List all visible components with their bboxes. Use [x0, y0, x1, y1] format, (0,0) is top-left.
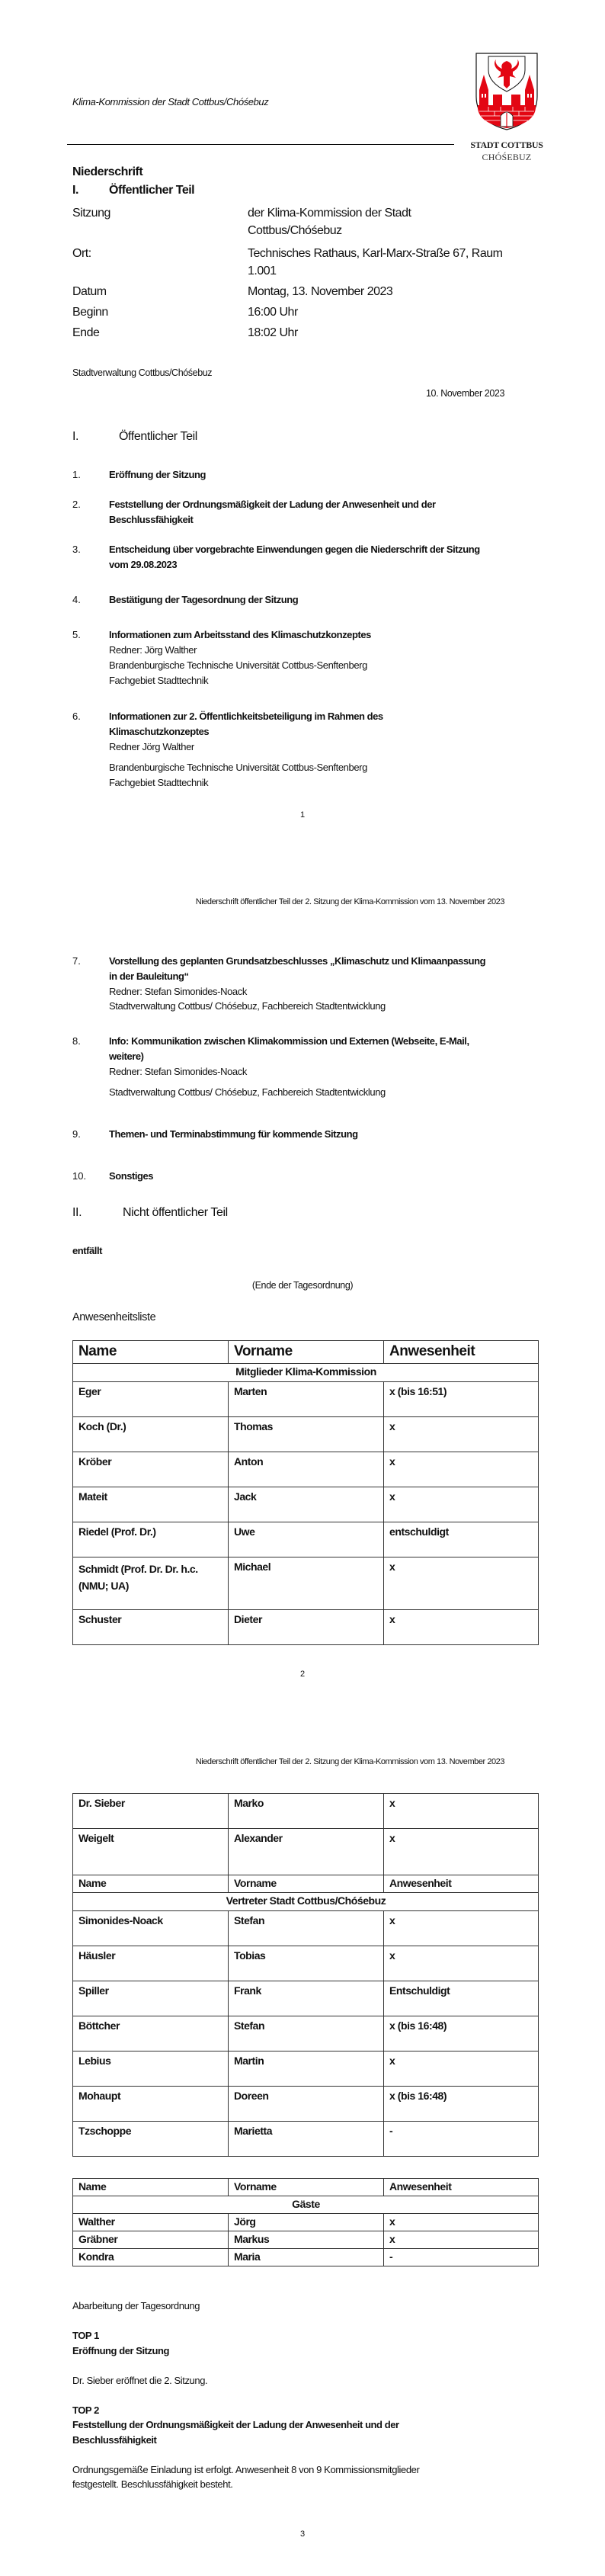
- agenda-item-number: 8.: [72, 1035, 81, 1047]
- cell-name: Dr. Sieber: [73, 1794, 229, 1829]
- part-title: Öffentlicher Teil: [109, 184, 195, 197]
- cell-anwesenheit: x: [384, 1417, 539, 1452]
- cell-anwesenheit: x: [384, 1557, 539, 1610]
- top2-title-line2: Beschlussfähigkeit: [72, 2434, 157, 2446]
- table-row: [73, 1417, 539, 1452]
- meta-value-ort-2: 1.001: [248, 265, 277, 277]
- cell-name: Eger: [73, 1382, 229, 1417]
- agenda-item-speaker: Redner Jörg Walther: [109, 741, 194, 752]
- cell-anwesenheit: x: [384, 1911, 539, 1946]
- page-number: 3: [299, 2529, 306, 2539]
- table-row: [73, 1452, 539, 1487]
- table-row: [73, 2051, 539, 2087]
- table-row: [73, 1382, 539, 1417]
- agenda-item-title: Sonstiges: [109, 1170, 154, 1182]
- cell-vorname: Markus: [229, 2231, 384, 2249]
- header-rule: [67, 144, 454, 145]
- cell-anwesenheit: -: [384, 2122, 539, 2157]
- agenda-item-number: 3.: [72, 544, 81, 555]
- agenda-item-title: Informationen zum Arbeitsstand des Klimaschutzkonzeptes: [109, 629, 371, 640]
- cell-name: Böttcher: [73, 2016, 229, 2051]
- top1-title: Eröffnung der Sitzung: [72, 2345, 170, 2356]
- column-header-name: Name: [73, 1341, 229, 1364]
- cell-vorname: Jörg: [229, 2214, 384, 2231]
- meta-label-datum: Datum: [72, 285, 107, 298]
- cell-vorname: Martin: [229, 2051, 384, 2087]
- cell-name: Kröber: [73, 1452, 229, 1487]
- cell-name: Weigelt: [73, 1829, 229, 1875]
- top1-label: TOP 1: [72, 2330, 99, 2341]
- agenda-item-number: 10.: [72, 1170, 87, 1182]
- cell-vorname: Marko: [229, 1794, 384, 1829]
- agenda-item-title: Bestätigung der Tagesordnung der Sitzung: [109, 594, 299, 605]
- cell-anwesenheit: entschuldigt: [384, 1522, 539, 1557]
- city-coat-of-arms-logo: [470, 52, 543, 131]
- agenda-item-title-line2: weitere): [109, 1051, 144, 1062]
- cell-vorname: Stefan: [229, 2016, 384, 2051]
- cell-name: Kondra: [73, 2249, 229, 2266]
- column-header-name: Name: [73, 1875, 229, 1893]
- page-number: 2: [299, 1670, 306, 1679]
- cell-name: Spiller: [73, 1981, 229, 2016]
- table-row: [73, 2249, 539, 2266]
- column-header-anwesenheit: Anwesenheit: [384, 1341, 539, 1364]
- running-header: Niederschrift öffentlicher Teil der 2. Sitzung der Klima-Kommission vom 13. November 2023: [195, 897, 504, 906]
- agenda-item-title: Info: Kommunikation zwischen Klimakommission und Externen (Webseite, E-Mail,: [109, 1035, 469, 1047]
- meta-value-ende: 18:02 Uhr: [248, 326, 298, 339]
- meta-label-beginn: Beginn: [72, 306, 108, 319]
- agenda-item-title-line2: Klimaschutzkonzeptes: [109, 726, 210, 737]
- cell-vorname: Thomas: [229, 1417, 384, 1452]
- cell-vorname: Jack: [229, 1487, 384, 1522]
- cell-anwesenheit: x: [384, 2051, 539, 2087]
- agenda-part2-number: II.: [72, 1206, 82, 1219]
- cell-vorname: Dieter: [229, 1610, 384, 1645]
- cell-anwesenheit: x: [384, 1610, 539, 1645]
- issuer: Stadtverwaltung Cottbus/Chóśebuz: [72, 367, 213, 378]
- meta-label-sitzung: Sitzung: [72, 207, 110, 220]
- column-header-anwesenheit: Anwesenheit: [384, 1875, 539, 1893]
- agenda-item-number: 2.: [72, 499, 81, 510]
- table-header-row: [73, 1875, 539, 1893]
- cell-name: Simonides-Noack: [73, 1911, 229, 1946]
- cell-name: Tzschoppe: [73, 2122, 229, 2157]
- cell-vorname: Anton: [229, 1452, 384, 1487]
- cell-name: Häusler: [73, 1946, 229, 1981]
- group-row: [73, 1364, 539, 1382]
- cell-name: Mateit: [73, 1487, 229, 1522]
- agenda-item-title-line2: vom 29.08.2023: [109, 559, 178, 570]
- cell-vorname: Maria: [229, 2249, 384, 2266]
- header-title: Klima-Kommission der Stadt Cottbus/Chóśebuz: [72, 96, 269, 107]
- agenda-item-number: 7.: [72, 955, 81, 967]
- logo-text-chosebuz: CHÓŚEBUZ: [482, 152, 532, 162]
- meta-value-datum: Montag, 13. November 2023: [248, 285, 393, 298]
- attendance-table-members: [72, 1340, 539, 1645]
- agenda-item-title: Entscheidung über vorgebrachte Einwendungen gegen die Niederschrift der Sitzung: [109, 544, 480, 555]
- cell-vorname: Marten: [229, 1382, 384, 1417]
- top2-text-line2: festgestellt. Beschlussfähigkeit besteht.: [72, 2478, 233, 2490]
- meta-value-beginn: 16:00 Uhr: [248, 306, 298, 319]
- cell-vorname: Frank: [229, 1981, 384, 2016]
- attendance-title: Anwesenheitsliste: [72, 1311, 156, 1323]
- table-row: [73, 1557, 539, 1610]
- part-number: I.: [72, 184, 78, 197]
- agenda-item-title-line2: in der Bauleitung“: [109, 970, 189, 982]
- cell-vorname: Doreen: [229, 2087, 384, 2122]
- cell-name: Koch (Dr.): [73, 1417, 229, 1452]
- top2-title: Feststellung der Ordnungsmäßigkeit der Ladung der Anwesenheit und der: [72, 2419, 399, 2430]
- table-row: [73, 2016, 539, 2051]
- agenda-part1-title: Öffentlicher Teil: [119, 430, 197, 443]
- cell-name: Walther: [73, 2214, 229, 2231]
- cell-anwesenheit: x: [384, 2214, 539, 2231]
- table-header-row: [73, 1341, 539, 1364]
- cell-anwesenheit: x (bis 16:48): [384, 2087, 539, 2122]
- agenda-item-number: 1.: [72, 469, 81, 480]
- agenda-item-title: Themen- und Terminabstimmung für kommende Sitzung: [109, 1128, 358, 1140]
- agenda-item-number: 6.: [72, 711, 81, 722]
- cell-anwesenheit: x: [384, 1452, 539, 1487]
- cell-anwesenheit: x: [384, 1794, 539, 1829]
- agenda-item-org: Stadtverwaltung Cottbus/ Chóśebuz, Fachbereich Stadtentwicklung: [109, 1000, 386, 1012]
- meta-value-ort: Technisches Rathaus, Karl-Marx-Straße 67, Raum: [248, 247, 503, 260]
- table-row: [73, 1911, 539, 1946]
- attendance-table-city: [72, 1793, 539, 2157]
- logo-text-stadt-cottbus: STADT COTTBUS: [470, 140, 543, 150]
- column-header-vorname: Vorname: [229, 1341, 384, 1364]
- part2-note: entfällt: [72, 1245, 103, 1256]
- table-row: [73, 1829, 539, 1875]
- agenda-item-number: 5.: [72, 629, 81, 640]
- agenda-item-dept: Fachgebiet Stadttechnik: [109, 675, 209, 686]
- cell-vorname: Stefan: [229, 1911, 384, 1946]
- issue-date: 10. November 2023: [426, 388, 504, 399]
- table-row: [73, 2122, 539, 2157]
- agenda-item-org: Brandenburgische Technische Universität Cottbus-Senftenberg: [109, 762, 367, 773]
- cell-name: Riedel (Prof. Dr.): [73, 1522, 229, 1557]
- meta-label-ende: Ende: [72, 326, 100, 339]
- cell-name: Mohaupt: [73, 2087, 229, 2122]
- cell-name: Gräbner: [73, 2231, 229, 2249]
- meta-value-sitzung-2: Cottbus/Chóśebuz: [248, 224, 342, 237]
- attendance-table-guests: [72, 2178, 539, 2266]
- cell-vorname: Alexander: [229, 1829, 384, 1875]
- column-header-name: Name: [73, 2179, 229, 2196]
- page-number: 1: [299, 810, 306, 820]
- agenda-item-title: Eröffnung der Sitzung: [109, 469, 206, 480]
- agenda-item-speaker: Redner: Stefan Simonides-Noack: [109, 986, 247, 997]
- group-label-members: Mitglieder Klima-Kommission: [73, 1364, 539, 1382]
- cell-anwesenheit: x (bis 16:48): [384, 2016, 539, 2051]
- table-row: [73, 1610, 539, 1645]
- table-row: [73, 1946, 539, 1981]
- cell-vorname: Michael: [229, 1557, 384, 1610]
- agenda-item-title: Vorstellung des geplanten Grundsatzbeschlusses „Klimaschutz und Klimaanpassung: [109, 955, 486, 967]
- running-header: Niederschrift öffentlicher Teil der 2. Sitzung der Klima-Kommission vom 13. November 2023: [195, 1757, 504, 1766]
- agenda-item-title: Informationen zur 2. Öffentlichkeitsbeteiligung im Rahmen des: [109, 711, 383, 722]
- agenda-end-note: (Ende der Tagesordnung): [251, 1280, 354, 1291]
- agenda-item-number: 9.: [72, 1128, 81, 1140]
- cell-anwesenheit: x (bis 16:51): [384, 1382, 539, 1417]
- meta-label-ort: Ort:: [72, 247, 91, 260]
- top1-text: Dr. Sieber eröffnet die 2. Sitzung.: [72, 2375, 208, 2386]
- table-header-row: [73, 2179, 539, 2196]
- agenda-part1-number: I.: [72, 430, 79, 443]
- cell-vorname: Marietta: [229, 2122, 384, 2157]
- cell-anwesenheit: -: [384, 2249, 539, 2266]
- table-row: [73, 1487, 539, 1522]
- column-header-vorname: Vorname: [229, 1875, 384, 1893]
- table-row: [73, 2231, 539, 2249]
- proceedings-title: Abarbeitung der Tagesordnung: [72, 2300, 200, 2311]
- cell-vorname: Tobias: [229, 1946, 384, 1981]
- agenda-item-dept: Fachgebiet Stadttechnik: [109, 777, 209, 788]
- agenda-item-title: Feststellung der Ordnungsmäßigkeit der Ladung der Anwesenheit und der: [109, 499, 436, 510]
- agenda-part2-title: Nicht öffentlicher Teil: [123, 1206, 228, 1219]
- cell-vorname: Uwe: [229, 1522, 384, 1557]
- table-row: [73, 1522, 539, 1557]
- group-label-city: Vertreter Stadt Cottbus/Chóśebuz: [73, 1893, 539, 1911]
- group-row: [73, 1893, 539, 1911]
- table-row: [73, 1981, 539, 2016]
- group-row: [73, 2196, 539, 2214]
- meta-value-sitzung: der Klima-Kommission der Stadt: [248, 207, 411, 220]
- table-row: [73, 2087, 539, 2122]
- agenda-item-org: Brandenburgische Technische Universität Cottbus-Senftenberg: [109, 659, 367, 671]
- column-header-anwesenheit: Anwesenheit: [384, 2179, 539, 2196]
- cell-anwesenheit: x: [384, 1829, 539, 1875]
- agenda-item-speaker: Redner: Stefan Simonides-Noack: [109, 1066, 247, 1077]
- agenda-item-number: 4.: [72, 594, 81, 605]
- agenda-item-org: Stadtverwaltung Cottbus/ Chóśebuz, Fachbereich Stadtentwicklung: [109, 1086, 386, 1098]
- cell-name: Schmidt (Prof. Dr. Dr. h.c. (NMU; UA): [73, 1557, 229, 1610]
- cell-anwesenheit: x: [384, 2231, 539, 2249]
- cell-anwesenheit: Entschuldigt: [384, 1981, 539, 2016]
- group-label-guests: Gäste: [73, 2196, 539, 2214]
- top2-label: TOP 2: [72, 2404, 99, 2416]
- agenda-item-title-line2: Beschlussfähigkeit: [109, 514, 194, 525]
- document-type: Niederschrift: [72, 165, 143, 178]
- cell-anwesenheit: x: [384, 1946, 539, 1981]
- column-header-vorname: Vorname: [229, 2179, 384, 2196]
- cell-anwesenheit: x: [384, 1487, 539, 1522]
- cell-name: Schuster: [73, 1610, 229, 1645]
- table-row: [73, 2214, 539, 2231]
- table-row: [73, 1794, 539, 1829]
- agenda-item-speaker: Redner: Jörg Walther: [109, 644, 197, 656]
- top2-text: Ordnungsgemäße Einladung ist erfolgt. Anwesenheit 8 von 9 Kommissionsmitglieder: [72, 2464, 420, 2475]
- cell-name: Lebius: [73, 2051, 229, 2087]
